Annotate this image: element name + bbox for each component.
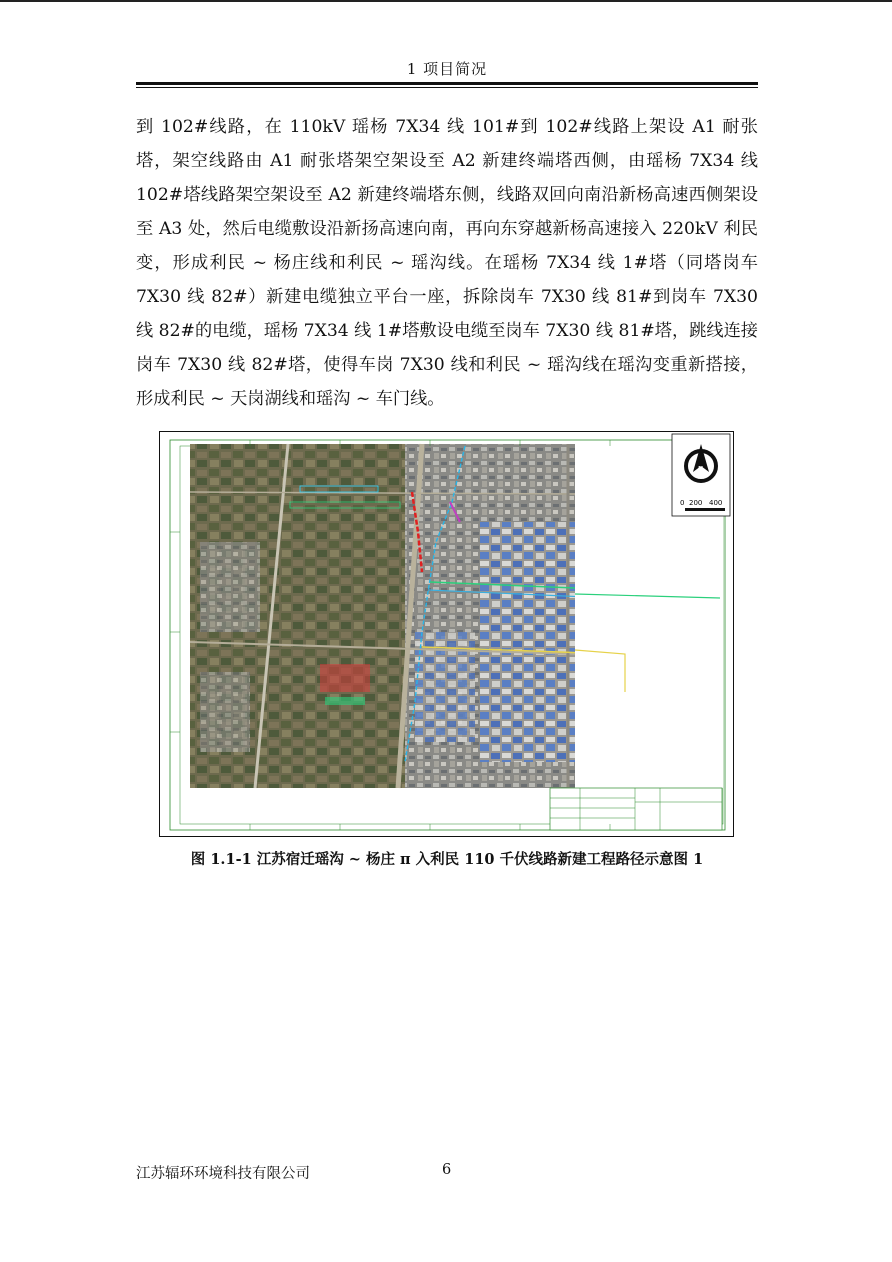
route-map-image [160, 432, 732, 835]
footer-company: 江苏辐环环境科技有限公司 [136, 1166, 310, 1182]
north-letter: N [698, 465, 704, 473]
scale-label-200: 200 [689, 499, 703, 507]
header-rule-thick [136, 82, 758, 85]
scale-label-0: 0 [680, 499, 685, 507]
running-header: 1 项目简况 [406, 60, 488, 78]
body-paragraph: 到 102#线路，在 110kV 瑶杨 7X34 线 101#到 102#线路上架设 A1 耐张塔，架空线路由 A1 耐张塔架空架设至 A2 新建终端塔西侧，由瑶杨 7X34 线 102#塔线路架空架设至 A2 新建终端塔东侧，线路双回向南沿新杨高速西侧架设至 A3 处，然后电缆敷设沿新扬高速向南，再向东穿越新杨高速接入 220kV 利民变，形成利民 ~ 杨庄线和利民 ~ 瑶沟线。在瑶杨 7X34 线 1#塔（同塔岗车 7X30 线 82#）新建电缆独立平台一座，拆除岗车 7X30 线 81#到岗车 7X30 线 82#的电缆，瑶杨 7X34 线 1#塔敷设电缆至岗车 7X30 线 81#塔，跳线连接岗车 7X30 线 82#塔，使得车岗 7X30 线和利民 ~ 瑶沟线在瑶沟变重新搭接，形成利民 ~ 天岗湖线和瑶沟 ~ 车门线。 [136, 117, 758, 409]
page-top-border [0, 0, 892, 2]
scale-label-400: 400 [709, 499, 723, 507]
page-number: 6 [442, 1162, 452, 1178]
figure-caption: 图 1.1-1 江苏宿迁瑶沟 ~ 杨庄 π 入利民 110 千伏线路新建工程路径示意图 1 [190, 851, 704, 868]
route-map-figure [159, 431, 734, 837]
header-rule-thin [136, 87, 758, 88]
